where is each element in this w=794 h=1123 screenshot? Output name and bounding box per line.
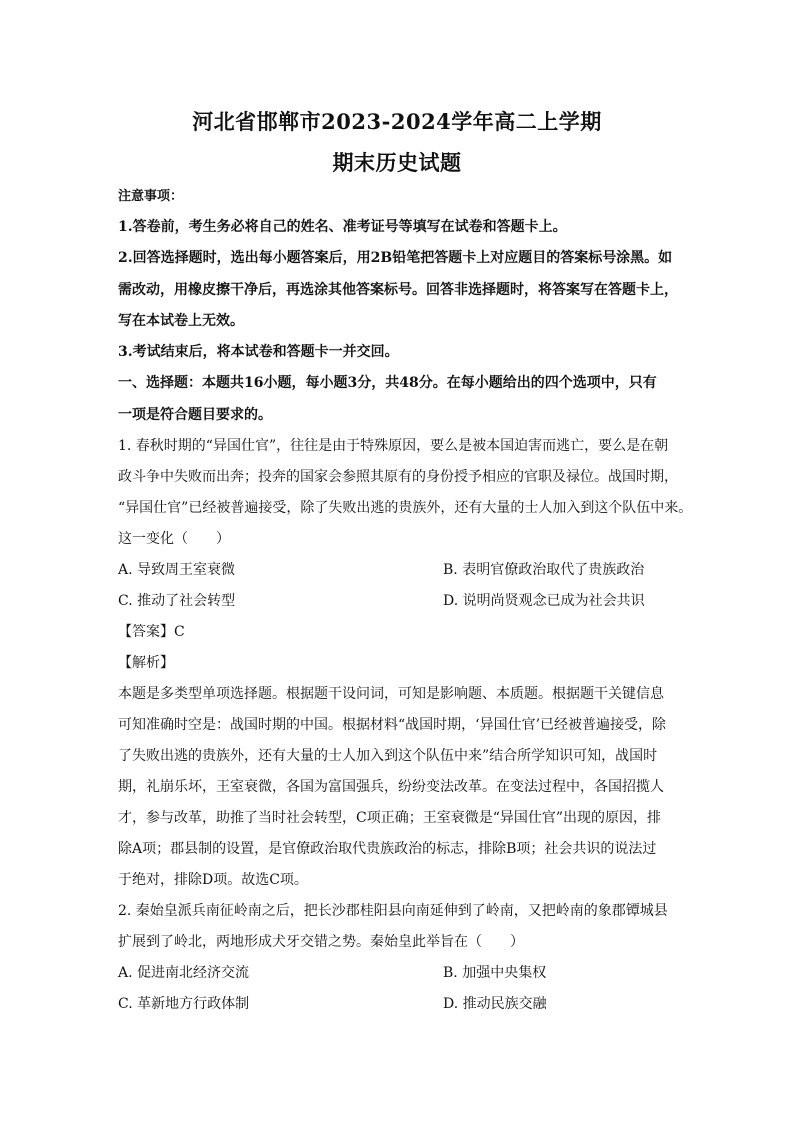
question-1-analysis: 可知准确时空是：战国时期的中国。根据材料“战国时期，‘异国仕官’已经被普遍接受，除 xyxy=(118,717,667,733)
question-2-option-d: D. 推动民族交融 xyxy=(443,996,547,1012)
note-line: 2.回答选择题时，选出每小题答案后，用2B铅笔把答题卡上对应题目的答案标号涂黑。如 xyxy=(118,250,673,266)
question-1-option-a: A. 导致周王室衰微 xyxy=(118,562,236,578)
question-2-option-c: C. 革新地方行政体制 xyxy=(118,996,250,1012)
section-heading: 一、选择题：本题共16小题，每小题3分，共48分。在每小题给出的四个选项中，只有 xyxy=(118,375,657,391)
question-1-analysis: 期，礼崩乐坏，王室衰微，各国为富国强兵，纷纷变法改革。在变法过程中，各国招揽人 xyxy=(118,779,664,795)
question-1-stem: 政斗争中失败而出奔；投奔的国家会参照其原有的身份授予相应的官职及禄位。战国时期， xyxy=(118,469,678,485)
question-1-option-b: B. 表明官僚政治取代了贵族政治 xyxy=(443,562,645,578)
question-1-option-d: D. 说明尚贤观念已成为社会共识 xyxy=(443,593,645,609)
question-1-answer: 【答案】C xyxy=(118,624,185,640)
question-1-analysis: 了失败出逃的贵族外，还有大量的士人加入到这个队伍中来”结合所学知识可知，战国时 xyxy=(118,748,658,764)
question-1-analysis: 除A项；郡县制的设置，是官僚政治取代贵族政治的标志，排除B项；社会共识的说法过 xyxy=(118,841,657,857)
exam-title: 河北省邯郸市2023-2024学年高二上学期 xyxy=(192,109,602,134)
exam-subtitle: 期末历史试题 xyxy=(332,150,462,175)
note-line: 写在本试卷上无效。 xyxy=(118,313,244,329)
notes-heading: 注意事项： xyxy=(118,189,184,204)
question-2-stem: 扩展到了岭北，两地形成犬牙交错之势。秦始皇此举旨在（ ） xyxy=(118,934,524,950)
section-heading: 一项是符合题目要求的。 xyxy=(118,407,272,423)
question-1-analysis: 本题是多类型单项选择题。根据题干设问词，可知是影响题、本质题。根据题干关键信息 xyxy=(118,686,664,702)
question-1-analysis-heading: 【解析】 xyxy=(118,655,174,671)
note-line: 3.考试结束后，将本试卷和答题卡一并交回。 xyxy=(118,344,399,360)
question-1-analysis: 于绝对，排除D项。故选C项。 xyxy=(118,872,308,888)
question-1-analysis: 才，参与改革，助推了当时社会转型，C项正确；王室衰微是“异国仕官”出现的原因，排 xyxy=(118,810,662,826)
question-1-option-c: C. 推动了社会转型 xyxy=(118,593,236,609)
note-line: 需改动，用橡皮擦干净后，再选涂其他答案标号。回答非选择题时，将答案写在答题卡上， xyxy=(118,282,678,298)
note-line: 1.答卷前，考生务必将自己的姓名、准考证号等填写在试卷和答题卡上。 xyxy=(118,219,567,235)
question-2-option-b: B. 加强中央集权 xyxy=(443,965,547,981)
question-1-stem: 1. 春秋时期的“异国仕官”，往往是由于特殊原因，要么是被本国迫害而逃亡，要么是在朝 xyxy=(118,438,669,454)
question-2-option-a: A. 促进南北经济交流 xyxy=(118,965,250,981)
question-1-stem: 这一变化（ ） xyxy=(118,531,230,547)
question-2-stem: 2. 秦始皇派兵南征岭南之后，把长沙郡桂阳县向南延伸到了岭南，又把岭南的象郡镡城县 xyxy=(118,903,668,919)
question-1-stem: “异国仕官”已经被普遍接受，除了失败出逃的贵族外，还有大量的士人加入到这个队伍中来。 xyxy=(118,500,693,516)
